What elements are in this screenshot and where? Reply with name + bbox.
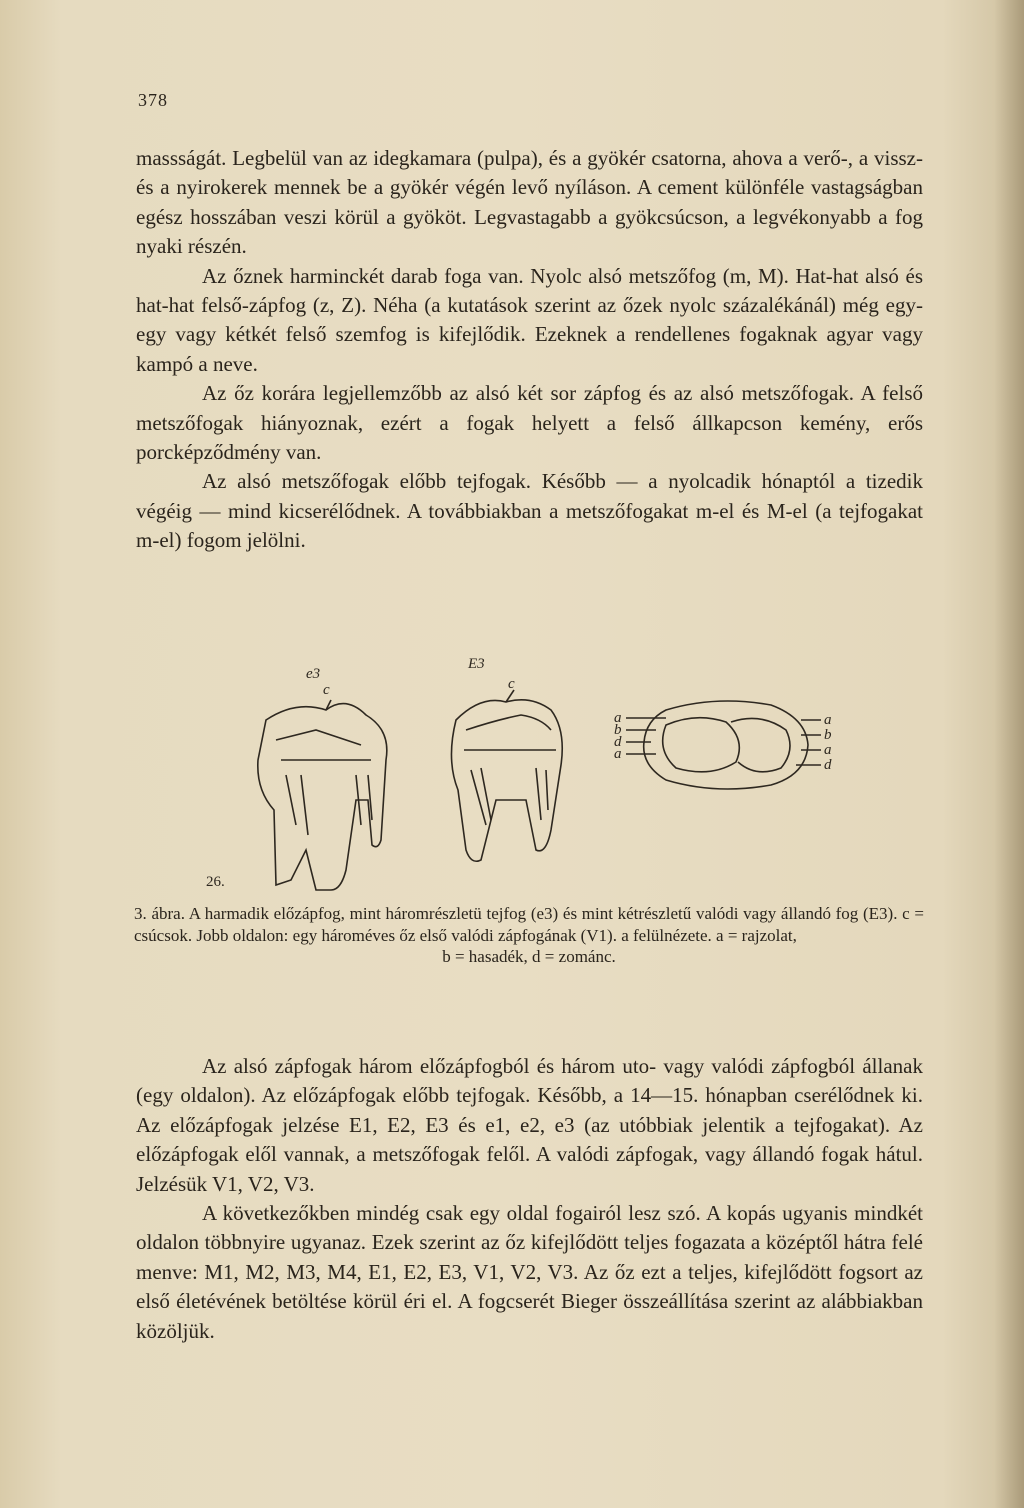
page-edge-shadow xyxy=(994,0,1024,1508)
figure-label-right-2: a xyxy=(824,742,832,758)
figure-label-E3: E3 xyxy=(468,656,485,672)
caption-last-line: b = hasadék, d = zománc. xyxy=(442,947,616,966)
tooth-figure xyxy=(196,650,896,905)
paragraph: Az alsó metszőfogak előbb tejfogak. Később — a nyolcadik hónaptól a tizedik végéig — mind kicserélődnek. A továbbiakban a metszőfogakat m-el és M-el (a tejfogakat m-el) fogom jelölni. xyxy=(136,469,923,553)
figure-caption xyxy=(134,903,924,968)
figure-label-right-1: b xyxy=(824,727,832,743)
permanent-tooth-drawing xyxy=(451,690,562,861)
text-block-bottom xyxy=(136,1052,923,1346)
figure-label-right-3: d xyxy=(824,757,832,773)
tooth-drawing xyxy=(196,650,896,905)
paragraph: Az alsó zápfogak három előzápfogból és három uto- vagy valódi zápfogból állanak (egy oldalon). Az előzápfogak előbb tejfogak. Később, a 14—15. hónapban cserélődnek ki. Az előzápfogak jelzése E1, E2, E3 és e1, e2, e3 (az utóbbiak jelentik a tejfogakat). Az előzápfogak elől vannak, a metszőfogak felől. A valódi zápfogak, vagy állandó fogak hátul. Jelzésük V1, V2, V3. xyxy=(136,1054,923,1196)
text-block-top xyxy=(136,144,923,556)
figure-label-left-2: d xyxy=(614,734,622,750)
figure-label-left-1: b xyxy=(614,722,622,738)
milk-tooth-drawing xyxy=(258,700,387,890)
molar-top-view-drawing xyxy=(626,701,821,789)
figure-label-left-0: a xyxy=(614,710,622,726)
figure-label-left-3: a xyxy=(614,746,622,762)
figure-label-right-0: a xyxy=(824,712,832,728)
paragraph: Az őznek harminckét darab foga van. Nyolc alsó metszőfog (m, M). Hat-hat alsó és hat-hat felső-zápfog (z, Z). Néha (a kutatások szerint az őzek nyolc százalékánál) még egy-egy vagy kétkét felső szemfog is kifejlődik. Ezeknek a rendellenes fogaknak agyar vagy kampó a neve. xyxy=(136,263,923,376)
paragraph: A következőkben mindég csak egy oldal fogairól lesz szó. A kopás ugyanis mindkét oldalon többnyire ugyanaz. Ezek szerint az őz kifejlődött teljes fogazata a középtől hátra felé menve: M1, M2, M3, M4, E1, E2, E3, V1, V2, V3. Az őz ezt a teljes, kifejlődött fogsort az első életévének betöltése körül éri el. A fogcserét Bieger összeállítása szerint az alábbiakban közöljük. xyxy=(136,1201,923,1343)
paragraph: Az őz korára legjellemzőbb az alsó két sor zápfog és az alsó metszőfogak. A felső metszőfogak hiányoznak, ezért a fogak helyett a felső állkapcson kemény, erős porcképződmény van. xyxy=(136,381,923,465)
page-number: 378 xyxy=(138,90,168,110)
caption-text: 3. ábra. A harmadik előzápfog, mint háromrészletü tejfog (e3) és mint kétrészletű valódi vagy állandó fog (E3). c = csúcsok. Jobb oldalon: egy hároméves őz első valódi zápfogának (V1). a felülnézete. a = rajzolat, xyxy=(134,904,924,945)
figure-label-c2: c xyxy=(508,676,515,692)
figure-label-c1: c xyxy=(323,682,330,698)
figure-label-e3: e3 xyxy=(306,666,321,682)
paragraph: massságát. Legbelül van az idegkamara (pulpa), és a gyökér csatorna, ahova a verő-, a vissz- és a nyirokerek mennek be a gyökér végén levő nyíláson. A cement különféle vastagságban egész hosszában veszi körül a gyököt. Legvastagabb a gyökcsúcson, a legvékonyabb a fog nyaki részén. xyxy=(136,146,923,259)
figure-number: 26. xyxy=(206,874,225,890)
